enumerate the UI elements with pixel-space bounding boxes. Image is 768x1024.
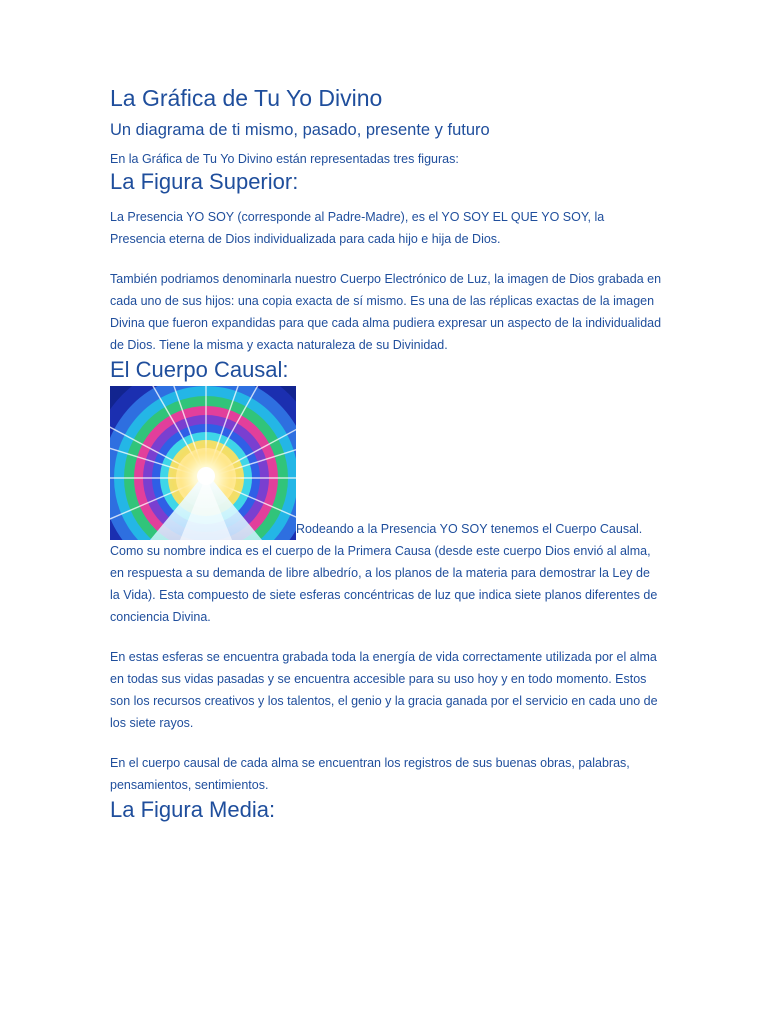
paragraph-cuerpo-causal-text: Rodeando a la Presencia YO SOY tenemos el Cuerpo Causal. Como su nombre indica es el cuerpo de la Primera Causa (desde este cuerpo Dios envió al alma, en respuesta a su demanda de libre albedrío, a los planos de la materia para demostrar la Ley de la Vida). Esta compuesto de siete esferas concéntricas de luz que indica siete planos diferentes de conciencia Divina. — [110, 522, 658, 624]
page-title: La Gráfica de Tu Yo Divino — [110, 85, 383, 111]
paragraph-presencia-yo-soy: La Presencia YO SOY (corresponde al Padre-Madre), es el YO SOY EL QUE YO SOY, la Presencia eterna de Dios individualizada para cada hijo e hija de Dios. — [110, 210, 605, 246]
heading-figura-superior: La Figura Superior: — [110, 169, 299, 194]
causal-body-image — [110, 386, 296, 540]
paragraph-cuerpo-causal — [110, 386, 662, 628]
paragraph-esferas: En estas esferas se encuentra grabada toda la energía de vida correctamente utilizada por el alma en todas sus vidas pasadas y se encuentra accesible para su uso hoy y en todo momento. Estos son los recursos creativos y los talentos, el genio y la gracia ganada por el servicio en cada uno de los siete rayos. — [110, 650, 658, 730]
paragraph-registros: En el cuerpo causal de cada alma se encuentran los registros de sus buenas obras, palabras, pensamientos, sentimientos. — [110, 756, 630, 792]
paragraph-cuerpo-electronico: También podriamos denominarla nuestro Cuerpo Electrónico de Luz, la imagen de Dios grabada en cada uno de sus hijos: una copia exacta de sí mismo. Es una de las réplicas exactas de la imagen Divina que fueron expandidas para que cada alma pudiera expresar un aspecto de la individualidad de Dios. Tiene la misma y exacta naturaleza de su Divinidad. — [110, 272, 662, 352]
causal-body-block — [110, 386, 662, 628]
heading-cuerpo-causal: El Cuerpo Causal: — [110, 357, 289, 382]
heading-figura-media: La Figura Media: — [110, 797, 276, 822]
intro-paragraph: En la Gráfica de Tu Yo Divino están representadas tres figuras: — [110, 152, 459, 166]
document-page — [110, 84, 662, 824]
page-subtitle: Un diagrama de ti mismo, pasado, presente y futuro — [110, 121, 490, 139]
